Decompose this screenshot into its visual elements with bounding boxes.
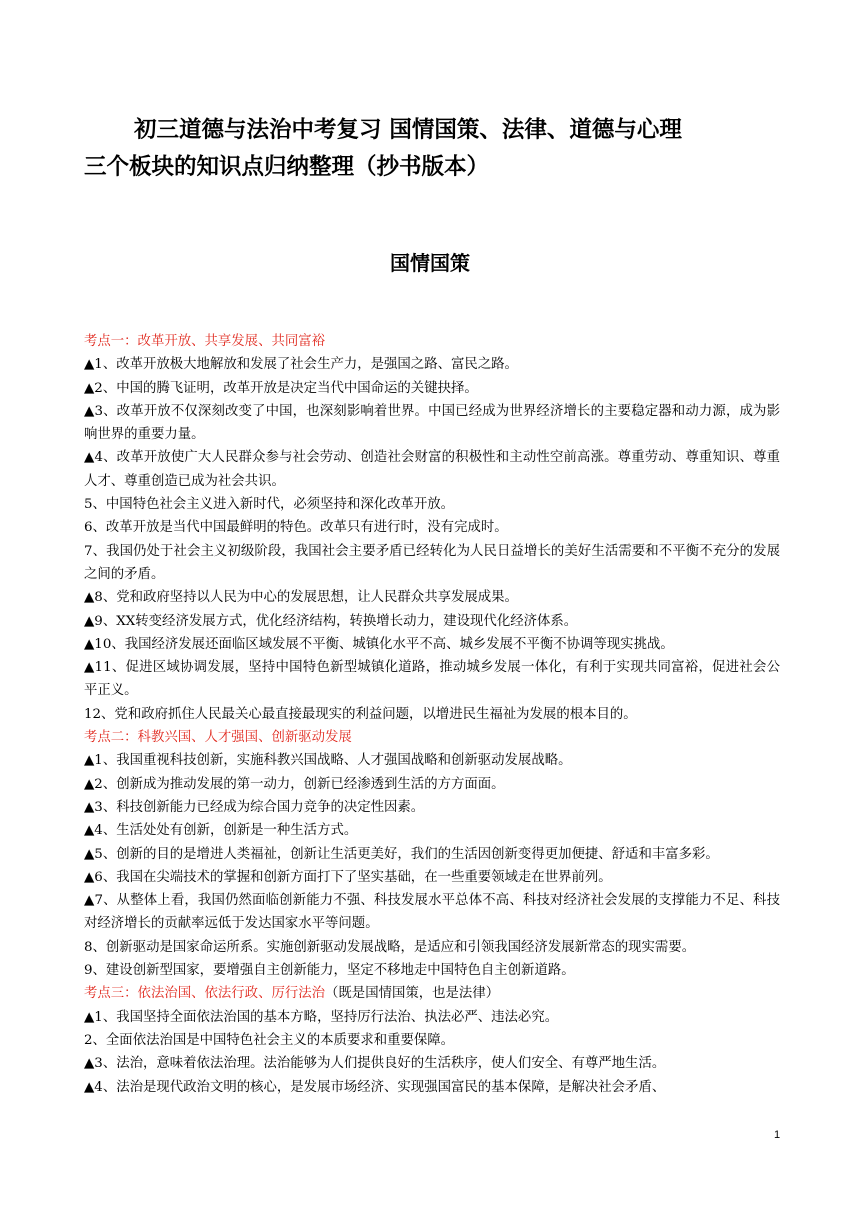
knowledge-point: ▲1、我国坚持全面依法治国的基本方略，坚持厉行法治、执法必严、违法必究。	[84, 1009, 559, 1025]
knowledge-point: 5、中国特色社会主义进入新时代，必须坚持和深化改革开放。	[84, 497, 455, 513]
knowledge-point: ▲1、我国重视科技创新，实施科教兴国战略、人才强国战略和创新驱动发展战略。	[84, 753, 572, 769]
knowledge-point: ▲6、我国在尖端技术的掌握和创新方面打下了坚实基础，在一些重要领域走在世界前列。	[84, 869, 612, 885]
title-line-2: 三个板块的知识点归纳整理（抄书版本）	[84, 154, 490, 180]
topic-heading	[84, 982, 780, 1005]
knowledge-point: ▲3、法治，意味着依法治理。法治能够为人们提供良好的生活秩序，使人们安全、有尊严地生活。	[84, 1056, 666, 1072]
knowledge-point: ▲5、创新的目的是增进人类福祉，创新让生活更美好，我们的生活因创新变得更加便捷、舒适和丰富多彩。	[84, 846, 719, 862]
knowledge-point: ▲8、党和政府坚持以人民为中心的发展思想，让人民群众共享发展成果。	[84, 590, 518, 606]
knowledge-point: 8、创新驱动是国家命运所系。实施创新驱动发展战略，是适应和引领我国经济发展新常态的现实需要。	[84, 939, 696, 955]
document-body	[84, 330, 780, 1099]
title-line-1: 初三道德与法治中考复习 国情国策、法律、道德与心理	[134, 117, 682, 143]
knowledge-point: ▲7、从整体上看，我国仍然面临创新能力不强、科技发展水平总体不高、科技对经济社会发展的支撑能力不足、科技对经济增长的贡献率远低于发达国家水平等问题。	[84, 893, 780, 932]
knowledge-point: ▲3、科技创新能力已经成为综合国力竞争的决定性因素。	[84, 799, 425, 815]
knowledge-point: ▲4、法治是现代政治文明的核心，是发展市场经济、实现强国富民的基本保障，是解决社会矛盾、	[84, 1079, 666, 1095]
knowledge-point: ▲2、中国的腾飞证明，改革开放是决定当代中国命运的关键抉择。	[84, 380, 478, 396]
topic-heading-text: 考点三：依法治国、依法行政、厉行法治	[84, 986, 326, 1002]
knowledge-point: ▲4、生活处处有创新，创新是一种生活方式。	[84, 823, 358, 839]
knowledge-point: ▲9、XX转变经济发展方式，优化经济结构，转换增长动力，建设现代化经济体系。	[84, 613, 578, 629]
knowledge-point: 9、建设创新型国家，要增强自主创新能力，坚定不移地走中国特色自主创新道路。	[84, 963, 575, 979]
knowledge-point: 6、改革开放是当代中国最鲜明的特色。改革只有进行时，没有完成时。	[84, 520, 508, 536]
document-title	[84, 112, 784, 186]
knowledge-point: 12、党和政府抓住人民最关心最直接最现实的利益问题，以增进民生福祉为发展的根本目的。	[84, 706, 637, 722]
knowledge-point: ▲10、我国经济发展还面临区域发展不平衡、城镇化水平不高、城乡发展不平衡不协调等现实挑战。	[84, 636, 674, 652]
knowledge-point: 7、我国仍处于社会主义初级阶段，我国社会主要矛盾已经转化为人民日益增长的美好生活需要和不平衡不充分的发展之间的矛盾。	[84, 543, 780, 582]
topic-heading: 考点一：改革开放、共享发展、共同富裕	[84, 334, 326, 349]
knowledge-point: ▲4、改革开放使广大人民群众参与社会劳动、创造社会财富的积极性和主动性空前高涨。尊重劳动、尊重知识、尊重人才、尊重创造已成为社会共识。	[84, 450, 780, 489]
page-number: 1	[774, 1129, 781, 1141]
knowledge-point: ▲11、促进区域协调发展，坚持中国特色新型城镇化道路，推动城乡发展一体化，有利于实现共同富裕，促进社会公平正义。	[84, 660, 780, 699]
knowledge-point: ▲2、创新成为推动发展的第一动力，创新已经渗透到生活的方方面面。	[84, 776, 505, 792]
topic-heading-note: （既是国情国策，也是法律）	[325, 986, 500, 1002]
section-title: 国情国策	[390, 251, 470, 275]
knowledge-point: ▲3、改革开放不仅深刻改变了中国，也深刻影响着世界。中国已经成为世界经济增长的主要稳定器和动力源，成为影响世界的重要力量。	[84, 403, 780, 443]
knowledge-point: 2、全面依法治国是中国特色社会主义的本质要求和重要保障。	[84, 1032, 455, 1048]
topic-heading: 考点二：科教兴国、人才强国、创新驱动发展	[84, 730, 352, 746]
knowledge-point: ▲1、改革开放极大地解放和发展了社会生产力，是强国之路、富民之路。	[84, 357, 518, 373]
